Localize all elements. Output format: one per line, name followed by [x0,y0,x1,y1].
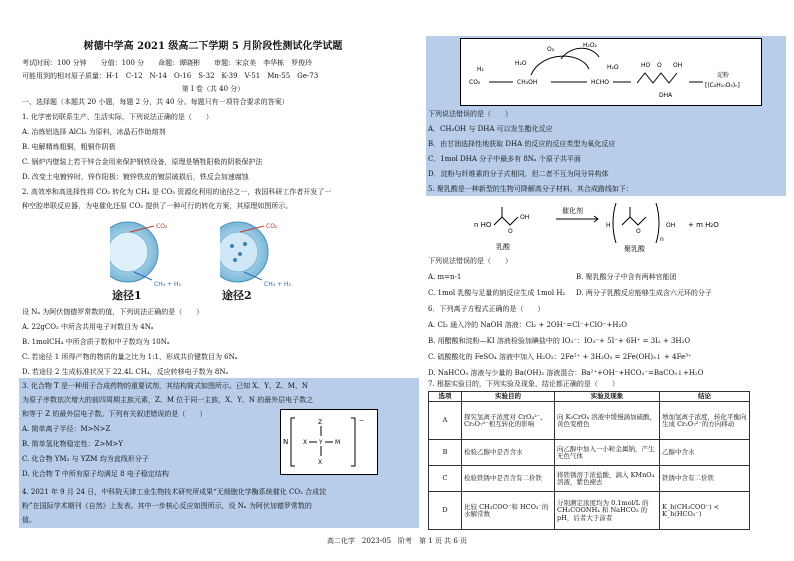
q3-stem-line3: 和等于 Z 的最外层电子数。下列有关叙述错误的是（ ） [22,410,207,418]
svg-text:n: n [660,236,664,243]
q4-reaction-figure [460,38,762,106]
q1-option-d: D. 改变土电镀锌时，锌作阳极：镀锌铁皮的镀层破损后，铁反会加速腐蚀 [22,173,249,181]
q6-option-b: B. 用醋酸和淀粉—KI 溶液检验加碘盐中的 IO₃⁻：IO₃⁻+ 5I⁻+ 6H⁺ = 3I₂ + 3H₂O [428,337,691,345]
q2-stem-line2: 种空腔串联反应器，为电催化还原 CO₂ 提供了一种可行的转化方案，其原理如图所示。 [22,202,293,210]
fig-co2: CO₂ [469,79,481,86]
q7-a-procedure: 向 K₂CrO₄ 溶液中缓慢滴加硫酸，黄色变橙色 [555,402,660,440]
atomic-masses: 可能用到的相对原子质量：H-1 C-12 N-14 O-16 S-32 K-39 V-51 Mn-55 Ge-73 [22,72,319,80]
q5-ask: 下列说法错误的是（ ） [428,257,512,265]
q7-d-option: D [429,492,462,530]
q2-stem-line1: 2. 高效率和高选择性将 CO₂ 转化为 CH₄ 是 CO₂ 资源化利用的途径之一，我国科研工作者开发了一 [22,188,332,196]
q4-option-d: D．淀粉与纤维素的分子式相同，但二者不互为同分异构体 [428,170,609,178]
q7-a-goal: 探究氢离子浓度对 CrO₄²⁻、Cr₂O₇²⁻相互转化的影响 [462,402,555,440]
page-footer: 高二化学 2023-05 阶考 第 1 页 共 6 页 [326,537,468,545]
fig-h2o-b: H₂O [607,64,619,71]
q5-product-name: 聚乳酸 [624,245,645,253]
q7-stem: 7. 根据实验目的，下列实验及现象、结论都正确的是（ ） [428,380,619,388]
path2-label: 途径2 [222,289,252,302]
q7-d-procedure: 分别测定浓度均为 0.1mol/L 的 CH₃COONH₄ 和 NaHCO₃ 的 pH，后者大于前者 [555,492,660,530]
q7-header-option: 选项 [429,392,462,402]
q7-c-conclusion: 铁锈中含有二价铁 [660,466,750,492]
q7-d-conclusion: K_h(CH₃COO⁻) < K_h(HCO₃⁻) [660,492,750,530]
svg-text:O: O [508,228,513,235]
svg-text:OH: OH [673,62,683,69]
svg-text:OH: OH [666,222,676,229]
table-row [429,492,750,530]
q5-option-a: A. m=n-1 [428,273,462,281]
fig-starch: 淀粉 [717,72,730,79]
table-row [429,466,750,492]
fig-ch3oh: CH₃OH [517,79,538,86]
svg-text:N: N [283,438,289,446]
q3-option-d: D. 化合物 T 中所有原子均满足 8 电子稳定结构 [22,470,169,478]
q7-b-option: B [429,440,462,466]
path1-reactor [90,214,158,290]
q1-option-b: B. 电解精炼粗铜，粗铜作阴极 [22,143,116,151]
q5-option-b: B. 聚乳酸分子中含有两种官能团 [576,273,677,281]
svg-text:O: O [657,62,662,69]
q7-d-goal: 比较 CH₃COO⁻和 HCO₃⁻的水解常数 [462,492,555,530]
q7-c-option: C [429,466,462,492]
q2-na-note: 设 Nₐ 为阿伏伽德罗常数的值，下列说法正确的是（ ） [22,308,204,316]
q7-header-conclusion: 结论 [660,392,750,402]
table-row [429,440,750,466]
svg-text:HO: HO [641,62,651,69]
path2-co2-label: CO₂ [266,223,278,230]
q5-option-c: C. 1mol 乳酸与足量的钠反应生成 1mol H₂ [428,289,566,297]
table-row [429,402,750,440]
q6-option-a: A. Cl₂ 通入冷的 NaOH 溶液：Cl₂ + 2OH⁻=Cl⁻+ClO⁻+H₂O [428,321,627,329]
q7-c-procedure: 将铁锈溶于浓盐酸，滴入 KMnO₄ 溶液，紫色褪去 [555,466,660,492]
svg-text:Z: Z [318,419,323,426]
section-title: 第 I 卷（共 40 分） [181,85,245,93]
q4-option-a: A．CH₃OH 与 DHA 可以发生酯化反应 [428,125,553,133]
q3-structure-box [280,409,378,475]
section-instruction: 一、选择题（本题共 20 小题，每题 2 分，共 40 分。每题只有一项符合要求的答案） [22,98,289,106]
q6-option-c: C. 硫酸酸化的 FeSO₄ 溶液中加入 H₂O₂：2Fe²⁺ + 3H₂O₂ = 2Fe(OH)₃↓ + 4Fe³⁺ [428,353,692,361]
exam-title: 树德中学高 2021 级高二下学期 5 月阶段性测试化学试题 [83,41,343,52]
q7-b-conclusion: 乙醇中含水 [660,440,750,466]
q2-option-a: A. 22gCO₂ 中所含共用电子对数目为 4Nₐ [22,323,154,331]
q4-stem-line1: 4. 2021 年 9 月 24 日，中科院天津工业生物技术研究所成果“无细胞化学酶系统催化 CO₂ 合成淀 [22,488,327,496]
fig-starch-formula: [(C₆H₁₀O₅)ₙ] [705,82,740,89]
svg-text:X: X [303,439,308,446]
exam-meta: 考试时间：100 分钟 分值：100 分 命题：谭晓彬 审题：宋京美 李华栋 罗俊玲 [22,59,313,67]
q7-a-option: A [429,402,462,440]
q3-stem-line1: 3. 化合物 T 是一种用于合成药物的重要试剂，其结构简式如图所示。已知 X、Y、Z、M、N [22,382,309,390]
q2-option-b: B. 1molCH₄ 中所含质子数和中子数均为 10Nₐ [22,338,170,346]
q2-option-c: C. 若途径 1 所得产物的物质的量之比为 1:1，形成共价键数目为 6Nₐ [22,353,238,361]
q7-header-row [429,392,750,402]
q6-stem: 6．下列离子方程式正确的是（ ） [428,305,545,313]
path2-reactor [200,214,268,290]
q5-option-d: D. 两分子乳酸反应能够生成含六元环的分子 [576,289,712,297]
q4-option-b: B．由甘油选择性地获取 DHA 的反应的反应类型为氧化反应 [428,140,616,148]
svg-text:Y: Y [319,439,323,446]
q4-option-c: C．1mol DHA 分子中最多有 8Nₐ 个原子共平面 [428,155,581,163]
q7-table [428,391,750,530]
q1-option-a: A. 冶炼铝选择 AlCl₃ 为原料，冰晶石作助熔剂 [22,128,166,136]
q3-structure-diagram [281,410,377,474]
q7-header-procedure: 实验及现象 [555,392,660,402]
q6-option-d: D. NaHCO₃ 溶液与少量的 Ba(OH)₂ 溶液混合：Ba²⁺+OH⁻+HCO₃⁻=BaCO₃↓+H₂O [428,369,704,377]
q5-reaction-figure [466,197,746,255]
q3-option-c: C. 化合物 YM₂ 与 YZM 均为直线形分子 [22,455,149,463]
q4-stem-line2: 粉”在国际学术期刊《自然》上发表。其中一步核心反应如图所示，设 Nₐ 为阿伏加德罗常数的 [22,502,312,510]
path1-label: 途径1 [112,289,142,302]
q1-option-c: C. 锅炉内壁装上若干锌合金用来保护钢铁设备，原理是牺牲阳极的阴极保护法 [22,158,263,166]
path2-products-label: CH₄ + H₂ [264,281,291,288]
q5-byproduct: + m H₂O [688,221,719,229]
q5-n-reactant: n HO [474,221,492,229]
q3-option-b: B. 简单氢化物稳定性：Z>M>Y [22,440,123,448]
q4-ask: 下列说法错误的是（ ） [428,110,512,118]
fig-h2o2: H₂O₂ [583,42,598,49]
q7-c-goal: 检验铁锈中是否含有二价铁 [462,466,555,492]
q5-stem: 5. 聚乳酸是一种新型的生物可降解高分子材料，其合成路线如下： [428,185,633,193]
q5-catalyst: 催化剂 [562,207,583,215]
svg-text:X: X [318,459,323,466]
q7-b-procedure: 向乙醇中加入一小粒金属钠，产生无色气体 [555,440,660,466]
q3-option-a: A. 简单离子半径：M>N>Z [22,425,111,433]
q5-reactant-name: 乳酸 [496,243,510,251]
q1-stem: 1. 化学密切联系生产、生活实际，下列说法正确的是（ ） [22,113,213,121]
fig-dha: DHA [659,92,673,99]
q2-option-d: D. 若途径 2 生成标准状况下 22.4L CH₄，反应转移电子数为 8Nₐ [22,368,229,376]
fig-hcho: HCHO [591,79,609,86]
fig-h2: H₂ [477,66,484,73]
q7-b-goal: 检验乙醇中是否含水 [462,440,555,466]
path1-co2-label: CO₂ [156,223,168,230]
svg-text:H: H [606,222,611,229]
svg-text:M: M [335,439,341,446]
q4-stem-line3: 值。 [22,516,36,524]
q7-a-conclusion: 增加氢离子浓度，转化平衡向生成 Cr₂O₇²⁻的方向移动 [660,402,750,440]
path1-products-label: CH₄ + H₂ [154,281,181,288]
svg-text:OH: OH [520,214,530,221]
fig-h2o: H₂O [515,60,527,67]
q3-stem-line2: 为原子序数依次增大的前四周期主族元素，Z、M 位于同一主族，X、Y、N 的最外层电子数之 [22,396,314,404]
fig-o2: O₂ [547,46,555,53]
svg-text:O: O [636,228,641,235]
q7-header-goal: 实验目的 [462,392,555,402]
svg-text:−: − [359,417,365,424]
